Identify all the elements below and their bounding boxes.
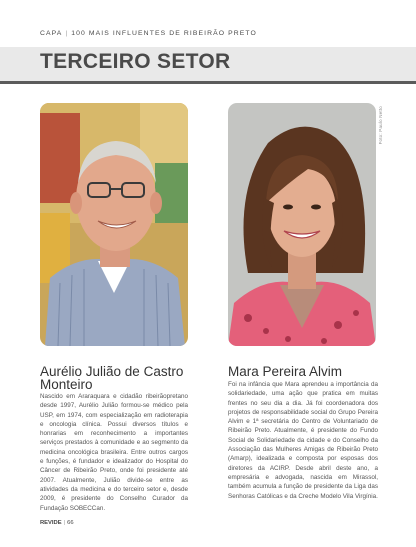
magazine-name: REVIDE: [40, 520, 62, 526]
portrait-illustration-left: [40, 103, 188, 346]
section-label: CAPA: [40, 30, 63, 37]
portrait-photo-left: [40, 103, 188, 346]
header-separator: |: [65, 30, 69, 37]
section-subtitle: 100 MAIS INFLUENTES DE RIBEIRÃO PRETO: [71, 30, 257, 37]
person-bio-left: Nascido em Araraquara e cidadão ribeirãopretano desde 1997, Aurélio Julião formou-se médico pela USP, em 1974, com especialização em radioterapia e oncologia clínica. Possui diversos títulos e honrarias em reconhecimento a importantes serviços prestados à comunidade e ao segmento da medicina oncológica brasileira. Entre outros cargos e funções, é fundador e idealizador do Hospital do Câncer de Ribeirão Preto, onde foi presidente até 2007. Atualmente, Julião divide-se entre as atividades da medicina e do terceiro setor e, desde 2009, é presidente do Conselho Curador da Fundação SOBECCan.: [40, 393, 188, 512]
photo-credit: Foto: Paulo Netto: [378, 106, 383, 145]
page-footer: [40, 520, 74, 526]
portrait-photo-right: [228, 103, 376, 346]
person-bio-right: Foi na infância que Mara aprendeu a importância da solidariedade, uma ação que pratica em muitas frentes no seu dia a dia. Já foi coordenadora dos projetos de responsabilidade social do Grupo Pereira Alvim e 1ª secretária do Centro de Voluntariado de Ribeirão Preto. Atualmente, é presidente do Fundo Social de Solidariedade da cidade e do Conselho da Associação das Mulheres Amigas de Ribeirão Preto (Amarp), idealizada e composta por esposas dos diretores da ACIRP. Desde abril deste ano, a empresária e advogada, nascida em Mirassol, também acumula a função de presidente da Liga das Senhoras Católicas e da Creche Modelo Vila Virgínia.: [228, 381, 378, 500]
person-name-right: Mara Pereira Alvim: [228, 364, 343, 379]
person-name-left: Aurélio Julião de Castro Monteiro: [40, 364, 184, 392]
section-header: [40, 30, 257, 37]
category-band: [0, 47, 416, 84]
category-title: TERCEIRO SETOR: [40, 50, 231, 73]
footer-separator: |: [63, 520, 66, 526]
portrait-illustration-right: [228, 103, 376, 346]
page-number: 66: [67, 520, 74, 526]
